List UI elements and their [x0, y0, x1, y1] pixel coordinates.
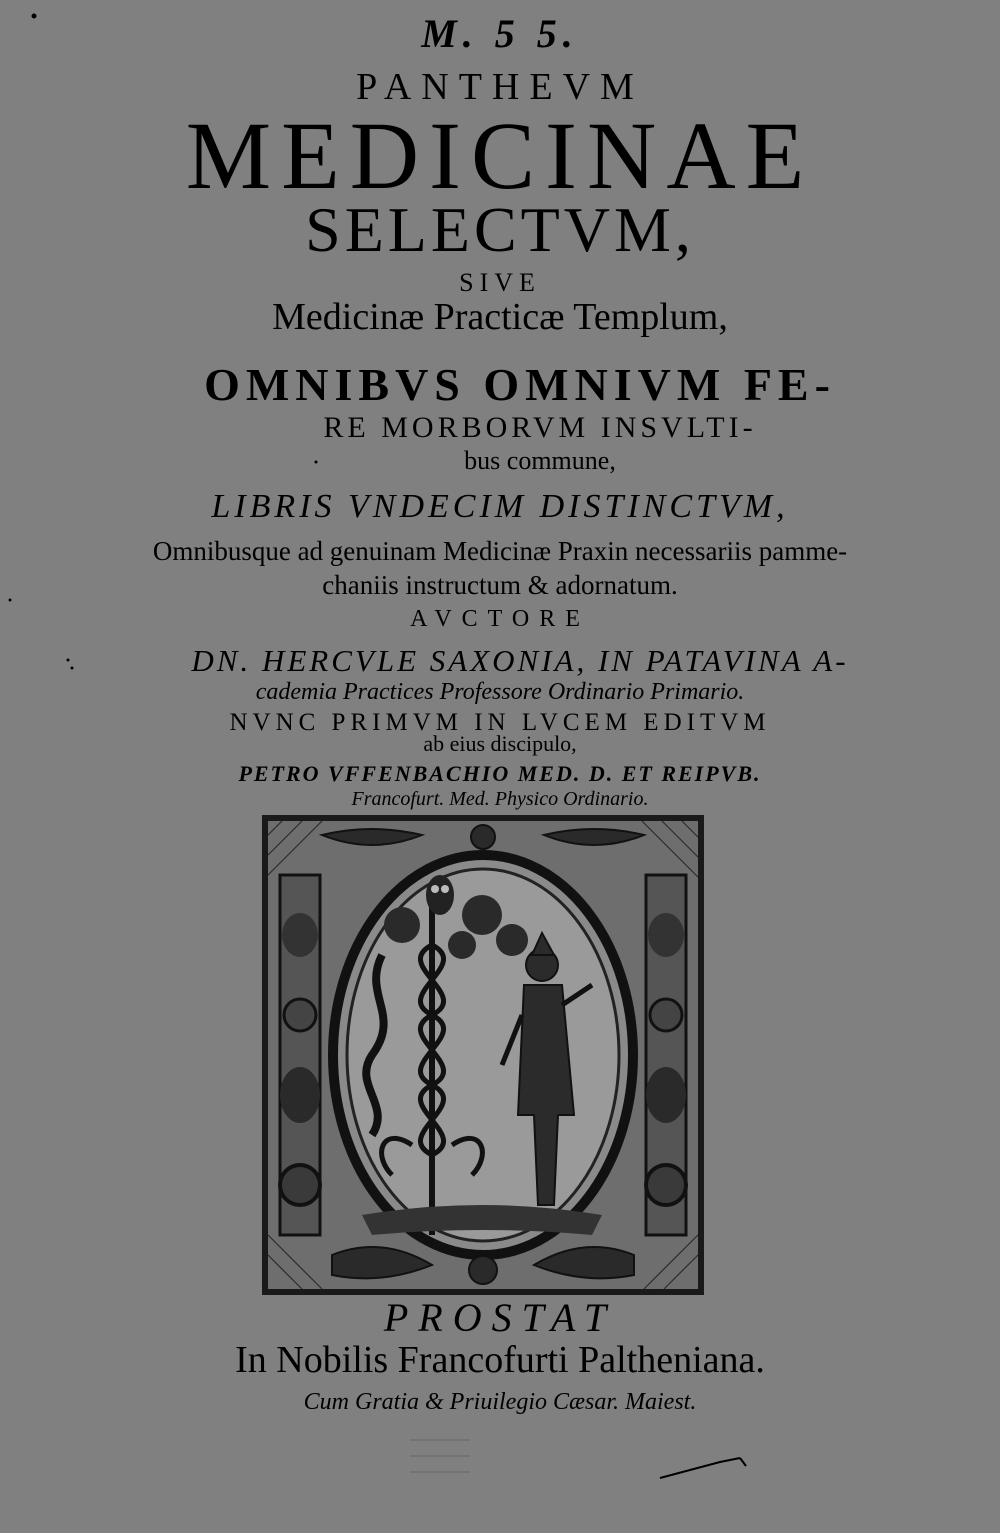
pen-stroke-mark: [660, 1458, 740, 1478]
title-line-2: MEDICINAE: [185, 102, 815, 209]
imprint-line-1: PROSTAT: [383, 1295, 617, 1340]
editor-line-3: PETRO VFFENBACHIO MED. D. ET REIPVB.: [238, 761, 762, 786]
editor-line-4: Francofurt. Med. Physico Ordinario.: [351, 788, 649, 810]
title-line-6: OMNIBVS OMNIVM FE-: [204, 359, 836, 410]
author-name: DN. HERCVLE SAXONIA, IN PATAVINA A-: [191, 643, 849, 678]
title-line-1: PANTHEVM: [356, 66, 644, 108]
owl-figure: [426, 875, 454, 915]
left-column-ornament: [280, 875, 320, 1235]
title-line-3: SELECTVM,: [305, 194, 695, 265]
right-column-ornament: [646, 875, 686, 1235]
editor-line-2: ab eius discipulo,: [423, 731, 577, 756]
imprint-line-2: In Nobilis Francofurti Paltheniana.: [235, 1339, 765, 1381]
author-affiliation: cademia Practices Professore Ordinario Primario.: [255, 679, 745, 705]
printer-device-woodcut: [262, 815, 704, 1295]
imprint-line-3: Cum Gratia & Priuilegio Cæsar. Maiest.: [303, 1389, 697, 1415]
title-line-7: RE MORBORVM INSVLTI-: [323, 411, 757, 444]
editor-line-1: NVNC PRIMVM IN LVCEM EDITVM: [229, 709, 771, 736]
title-line-4: SIVE: [459, 268, 541, 297]
shelfmark: M. 5 5.: [421, 11, 579, 56]
author-label: AVCTORE: [410, 606, 590, 632]
title-line-10: Omnibusque ad genuinam Medicinæ Praxin necessariis pamme-: [152, 536, 848, 566]
title-line-5: Medicinæ Practicæ Templum,: [272, 296, 728, 338]
title-line-8: bus commune,: [464, 446, 616, 475]
title-line-11: chaniis instructum & adornatum.: [322, 570, 678, 600]
title-line-9: LIBRIS VNDECIM DISTINCTVM,: [211, 488, 789, 525]
